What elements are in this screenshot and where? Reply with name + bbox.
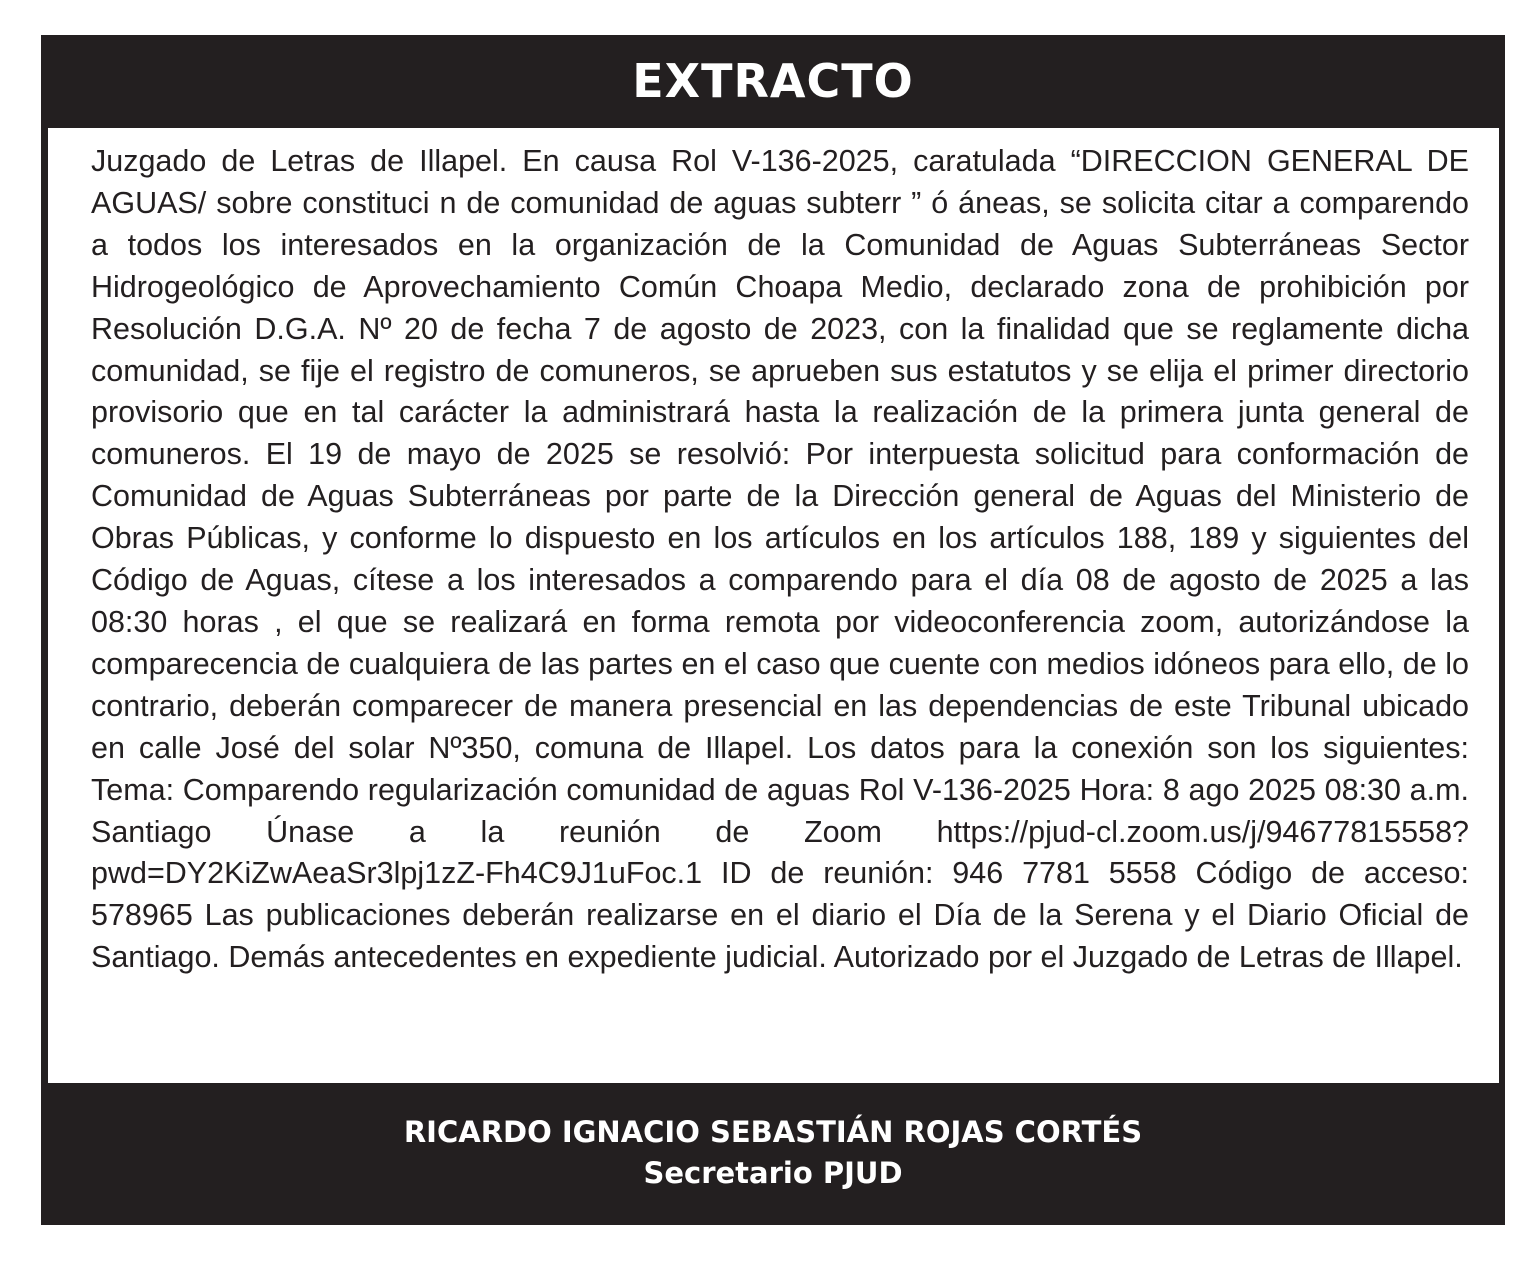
- notice-header: [41, 35, 1505, 127]
- signer-role: Secretario PJUD: [643, 1156, 903, 1190]
- legal-notice: [41, 35, 1505, 1225]
- notice-body-text: Juzgado de Letras de Illapel. En causa Rol V-136-2025, caratulada “DIRECCION GENERAL DE AGUAS/ sobre constituci n de comunidad de aguas subterr ” ó áneas, se solicita citar a comparendo a todos los interesados en la organización de la Comunidad de Aguas Subterráneas Sector Hidrogeológico de Aprovechamiento Común Choapa Medio, declarado zona de prohibición por Resolución D.G.A. Nº 20 de fecha 7 de agosto de 2023, con la finalidad que se reglamente dicha comunidad, se fije el registro de comuneros, se aprueben sus estatutos y se elija el primer directorio provisorio que en tal carácter la administrará hasta la realización de la primera junta general de comuneros. El 19 de mayo de 2025 se resolvió: Por interpuesta solicitud para conformación de Comunidad de Aguas Subterráneas por parte de la Dirección general de Aguas del Ministerio de Obras Públicas, y conforme lo dispuesto en los artículos en los artículos 188, 189 y siguientes del Código de Aguas, cítese a los interesados a comparendo para el día 08 de agosto de 2025 a las 08:30 horas , el que se realizará en forma remota por videoconferencia zoom, autorizándose la comparecencia de cualquiera de las partes en el caso que cuente con medios idóneos para ello, de lo contrario, deberán comparecer de manera presencial en las dependencias de este Tribunal ubicado en calle José del solar Nº350, comuna de Illapel. Los datos para la conexión son los siguientes: Tema: Comparendo regularización comunidad de aguas Rol V-136-2025 Hora: 8 ago 2025 08:30 a.m. Santiago Únase a la reunión de Zoom https://pjud-cl.zoom.us/j/94677815558?pwd=DY2KiZwAeaSr3lpj1zZ-Fh4C9J1uFoc.1 ID de reunión: 946 7781 5558 Código de acceso: 578965 Las publicaciones deberán realizarse en el diario el Día de la Serena y el Diario Oficial de Santiago. Demás antecedentes en expediente judicial. Autorizado por el Juzgado de Letras de Illapel.: [91, 144, 1469, 975]
- notice-footer: [41, 1083, 1505, 1225]
- notice-title: EXTRACTO: [632, 54, 914, 108]
- signer-name: RICARDO IGNACIO SEBASTIÁN ROJAS CORTÉS: [403, 1115, 1143, 1149]
- notice-content: [48, 128, 1499, 1083]
